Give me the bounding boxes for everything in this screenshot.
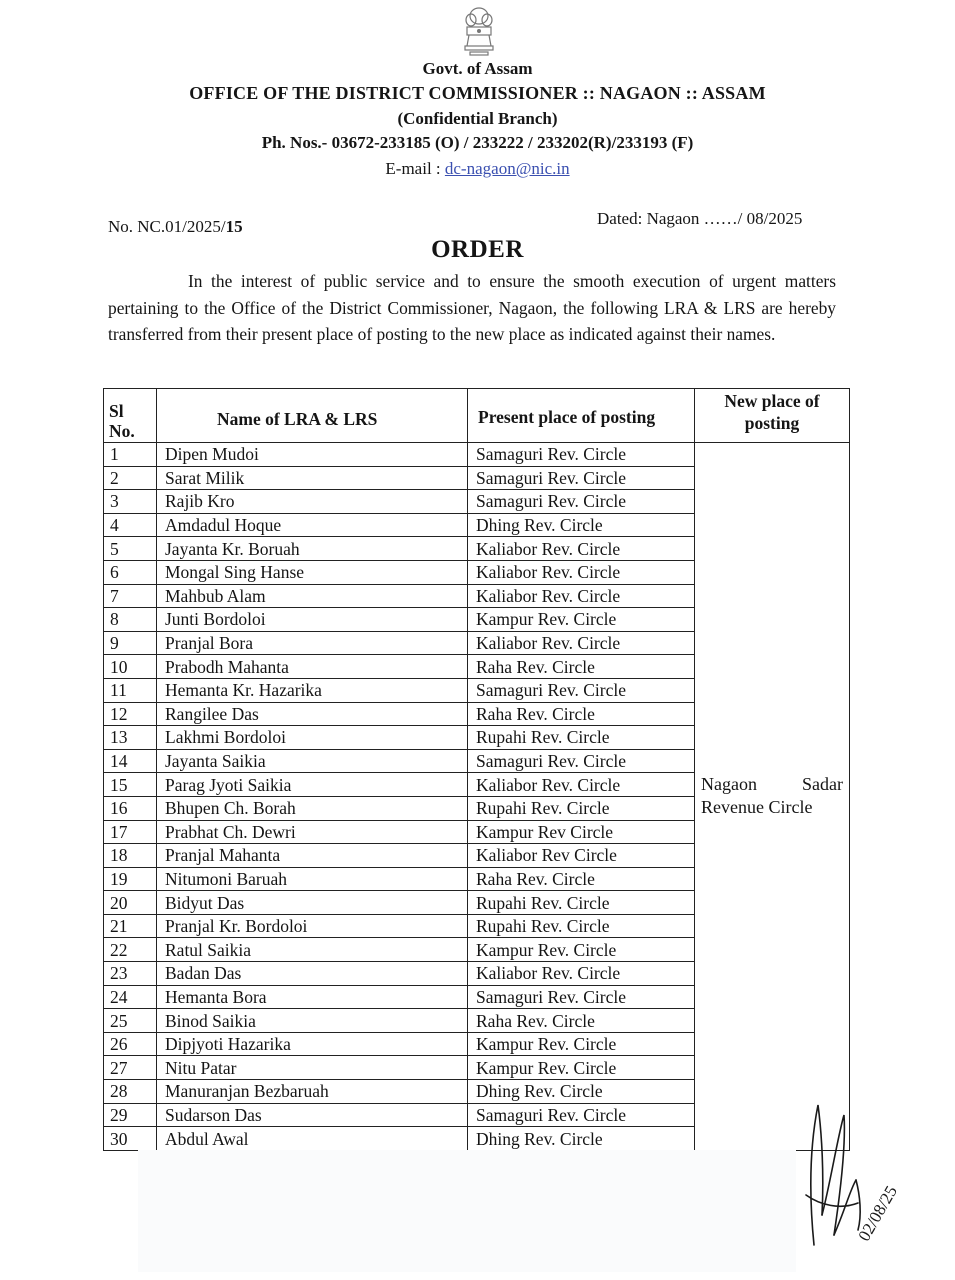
row-sl-no: 18 <box>104 844 157 868</box>
new-place-line2: Revenue Circle <box>701 797 813 817</box>
row-sl-no: 22 <box>104 938 157 962</box>
row-name: Parag Jyoti Saikia <box>157 773 468 797</box>
row-sl-no: 1 <box>104 443 157 467</box>
row-sl-no: 9 <box>104 631 157 655</box>
row-name: Dipen Mudoi <box>157 443 468 467</box>
row-sl-no: 17 <box>104 820 157 844</box>
row-name: Dipjyoti Hazarika <box>157 1032 468 1056</box>
reference-prefix: No. NC.01/2025/ <box>108 217 226 236</box>
row-name: Hemanta Kr. Hazarika <box>157 678 468 702</box>
row-present-posting: Samaguri Rev. Circle <box>468 678 695 702</box>
row-name: Pranjal Bora <box>157 631 468 655</box>
header-new-posting <box>695 389 850 443</box>
row-sl-no: 27 <box>104 1056 157 1080</box>
reference-suffix: 15 <box>225 217 243 236</box>
row-sl-no: 23 <box>104 962 157 986</box>
row-present-posting: Samaguri Rev. Circle <box>468 490 695 514</box>
row-sl-no: 10 <box>104 655 157 679</box>
row-sl-no: 2 <box>104 466 157 490</box>
row-sl-no: 26 <box>104 1032 157 1056</box>
row-present-posting: Rupahi Rev. Circle <box>468 726 695 750</box>
row-name: Prabodh Mahanta <box>157 655 468 679</box>
row-present-posting: Rupahi Rev. Circle <box>468 891 695 915</box>
row-sl-no: 5 <box>104 537 157 561</box>
govt-title: Govt. of Assam <box>422 59 533 78</box>
row-sl-no: 6 <box>104 560 157 584</box>
row-present-posting: Samaguri Rev. Circle <box>468 1103 695 1127</box>
row-sl-no: 20 <box>104 891 157 915</box>
table-header-row <box>104 389 850 443</box>
header-new-line1: New place of <box>724 391 820 411</box>
reference-number <box>108 217 243 237</box>
order-title: ORDER <box>431 236 524 263</box>
row-sl-no: 30 <box>104 1127 157 1151</box>
row-name: Manuranjan Bezbaruah <box>157 1080 468 1104</box>
row-name: Jayanta Kr. Boruah <box>157 537 468 561</box>
redacted-area <box>138 1150 796 1272</box>
row-name: Abdul Awal <box>157 1127 468 1151</box>
row-present-posting: Kaliabor Rev. Circle <box>468 962 695 986</box>
row-present-posting: Dhing Rev. Circle <box>468 513 695 537</box>
row-sl-no: 28 <box>104 1080 157 1104</box>
row-name: Sarat Milik <box>157 466 468 490</box>
header-sl-line2: No. <box>109 421 135 441</box>
branch-title: (Confidential Branch) <box>397 109 558 128</box>
row-present-posting: Kaliabor Rev. Circle <box>468 631 695 655</box>
row-present-posting: Kampur Rev. Circle <box>468 1056 695 1080</box>
row-name: Mahbub Alam <box>157 584 468 608</box>
row-present-posting: Kaliabor Rev Circle <box>468 844 695 868</box>
row-name: Jayanta Saikia <box>157 749 468 773</box>
row-name: Ratul Saikia <box>157 938 468 962</box>
row-sl-no: 12 <box>104 702 157 726</box>
state-emblem-icon <box>457 6 501 56</box>
row-present-posting: Kampur Rev. Circle <box>468 938 695 962</box>
row-name: Lakhmi Bordoloi <box>157 726 468 750</box>
row-name: Junti Bordoloi <box>157 608 468 632</box>
row-name: Mongal Sing Hanse <box>157 560 468 584</box>
row-sl-no: 21 <box>104 914 157 938</box>
row-name: Nitu Patar <box>157 1056 468 1080</box>
email-label: E-mail : <box>385 159 445 178</box>
header-new-line2: posting <box>744 413 800 433</box>
row-present-posting: Raha Rev. Circle <box>468 655 695 679</box>
row-sl-no: 24 <box>104 985 157 1009</box>
header-sl-line1: Sl <box>109 401 124 421</box>
row-present-posting: Samaguri Rev. Circle <box>468 466 695 490</box>
phone-numbers: Ph. Nos.- 03672-233185 (O) / 233222 / 233202(R)/233193 (F) <box>261 133 694 152</box>
new-place-word1: Nagaon <box>701 774 757 794</box>
row-present-posting: Rupahi Rev. Circle <box>468 796 695 820</box>
row-name: Rangilee Das <box>157 702 468 726</box>
row-present-posting: Raha Rev. Circle <box>468 702 695 726</box>
order-body: In the interest of public service and to ensure the smooth execution of urgent matters pertaining to the Office of the District Commissioner, Nagaon, the following LRA & LRS are hereby transferred from their present place of posting to the new place as indicated against their names. <box>108 271 836 344</box>
row-sl-no: 3 <box>104 490 157 514</box>
transfer-table <box>103 388 850 1151</box>
row-sl-no: 7 <box>104 584 157 608</box>
row-present-posting: Samaguri Rev. Circle <box>468 749 695 773</box>
row-present-posting: Kampur Rev Circle <box>468 820 695 844</box>
new-place-word2: Sadar <box>802 774 843 794</box>
row-present-posting: Samaguri Rev. Circle <box>468 443 695 467</box>
row-present-posting: Kaliabor Rev. Circle <box>468 584 695 608</box>
row-name: Hemanta Bora <box>157 985 468 1009</box>
row-name: Prabhat Ch. Dewri <box>157 820 468 844</box>
row-sl-no: 4 <box>104 513 157 537</box>
row-present-posting: Rupahi Rev. Circle <box>468 914 695 938</box>
row-present-posting: Dhing Rev. Circle <box>468 1080 695 1104</box>
row-name: Pranjal Kr. Bordoloi <box>157 914 468 938</box>
row-name: Pranjal Mahanta <box>157 844 468 868</box>
row-name: Amdadul Hoque <box>157 513 468 537</box>
row-present-posting: Kaliabor Rev. Circle <box>468 560 695 584</box>
header-name: Name of LRA & LRS <box>157 389 468 443</box>
row-sl-no: 16 <box>104 796 157 820</box>
handwritten-signature-icon <box>800 1095 920 1255</box>
row-sl-no: 19 <box>104 867 157 891</box>
office-title: OFFICE OF THE DISTRICT COMMISSIONER :: NAGAON :: ASSAM <box>189 83 766 103</box>
row-sl-no: 8 <box>104 608 157 632</box>
row-present-posting: Kampur Rev. Circle <box>468 1032 695 1056</box>
row-present-posting: Kaliabor Rev. Circle <box>468 537 695 561</box>
row-present-posting: Kampur Rev. Circle <box>468 608 695 632</box>
row-present-posting: Kaliabor Rev. Circle <box>468 773 695 797</box>
dated-line: Dated: Nagaon ……/ 08/2025 <box>597 209 803 228</box>
row-sl-no: 11 <box>104 678 157 702</box>
table-row <box>104 443 850 467</box>
row-name: Bhupen Ch. Borah <box>157 796 468 820</box>
header-present-posting: Present place of posting <box>468 389 695 443</box>
row-sl-no: 14 <box>104 749 157 773</box>
row-present-posting: Raha Rev. Circle <box>468 1009 695 1033</box>
row-present-posting: Dhing Rev. Circle <box>468 1127 695 1151</box>
new-place-of-posting <box>695 443 850 1151</box>
row-sl-no: 25 <box>104 1009 157 1033</box>
email-link[interactable]: dc-nagaon@nic.in <box>444 159 570 178</box>
row-name: Rajib Kro <box>157 490 468 514</box>
row-name: Nitumoni Baruah <box>157 867 468 891</box>
signature-date: 02/08/25 <box>854 1182 902 1245</box>
row-present-posting: Raha Rev. Circle <box>468 867 695 891</box>
row-name: Binod Saikia <box>157 1009 468 1033</box>
row-name: Badan Das <box>157 962 468 986</box>
row-name: Bidyut Das <box>157 891 468 915</box>
email-line <box>0 159 955 179</box>
header-sl-no <box>104 389 157 443</box>
row-sl-no: 15 <box>104 773 157 797</box>
row-name: Sudarson Das <box>157 1103 468 1127</box>
row-sl-no: 29 <box>104 1103 157 1127</box>
row-present-posting: Samaguri Rev. Circle <box>468 985 695 1009</box>
row-sl-no: 13 <box>104 726 157 750</box>
